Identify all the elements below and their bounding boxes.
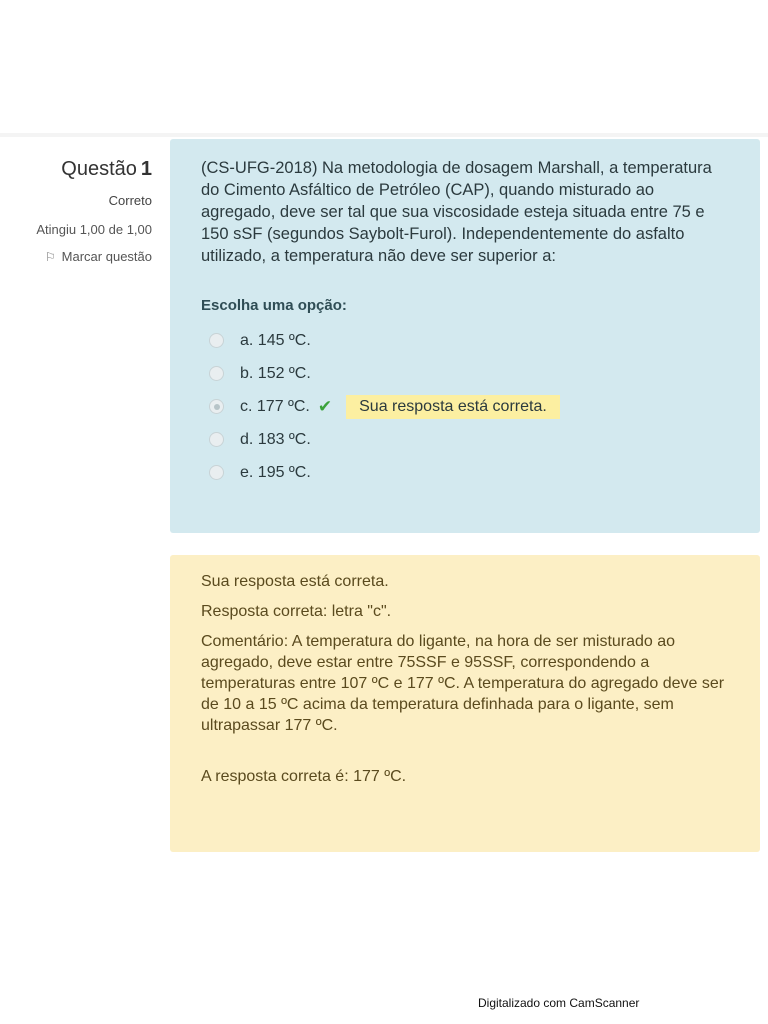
flag-question-link[interactable]: [0, 249, 152, 264]
question-number-value: 1: [140, 158, 152, 180]
right-answer: A resposta correta é: 177 ºC.: [201, 768, 407, 785]
comment-text: Comentário: A temperatura do ligante, na hora de ser misturado ao agregado, deve estar entre 75SSF e 95SSF, correspondendo a temperaturas entre 107 ºC e 177 ºC. A temperatura do agregado deve ser de 10 a 15 ºC acima da temperatura definhada para o ligante, sem ultrapassar 177 ºC.: [201, 633, 725, 734]
radio-button[interactable]: [209, 432, 224, 447]
option-label: b. 152 ºC.: [240, 364, 311, 382]
answer-option-c[interactable]: [201, 390, 730, 423]
option-label: c. 177 ºC.: [240, 397, 310, 415]
option-label: d. 183 ºC.: [240, 430, 311, 448]
question-number: [0, 158, 152, 181]
answer-option-b[interactable]: [201, 357, 730, 390]
flag-question-label: Marcar questão: [61, 249, 152, 264]
radio-button[interactable]: [209, 333, 224, 348]
answer-option-d[interactable]: [201, 423, 730, 456]
answer-option-e[interactable]: [201, 456, 730, 489]
general-feedback: Sua resposta está correta.: [201, 573, 389, 590]
question-outcome: [170, 555, 760, 852]
answer-prompt: Escolha uma opção:: [201, 297, 347, 314]
radio-button[interactable]: [209, 465, 224, 480]
question-label: Questão: [61, 158, 137, 180]
question-formulation: [170, 139, 760, 533]
check-icon: ✔: [317, 396, 333, 416]
answer-option-a[interactable]: [201, 324, 730, 357]
camscanner-watermark: Digitalizado com CamScanner: [478, 996, 640, 1010]
option-label: a. 145 ºC.: [240, 331, 311, 349]
answer-list: [201, 324, 730, 489]
question-text: (CS-UFG-2018) Na metodologia de dosagem Marshall, a temperatura do Cimento Asfáltico de Petróleo (CAP), quando misturado ao agregado, deve ser tal que sua viscosidade esteja situada entre 75 e 150 sSF (segundos Saybolt-Furol). Independentemente do asfalto utilizado, a temperatura não deve ser superior a:: [201, 159, 712, 265]
specific-feedback: Sua resposta está correta.: [346, 395, 560, 419]
question-grade: Atingiu 1,00 de 1,00: [36, 222, 152, 237]
question-info: [0, 158, 152, 264]
correct-letter: Resposta correta: letra "c".: [201, 603, 392, 620]
radio-button[interactable]: [209, 366, 224, 381]
page-band: [0, 133, 768, 137]
option-label: e. 195 ºC.: [240, 463, 311, 481]
radio-button-selected[interactable]: [209, 399, 224, 414]
question-state: Correto: [108, 193, 152, 208]
flag-icon: ⚐: [44, 250, 56, 264]
